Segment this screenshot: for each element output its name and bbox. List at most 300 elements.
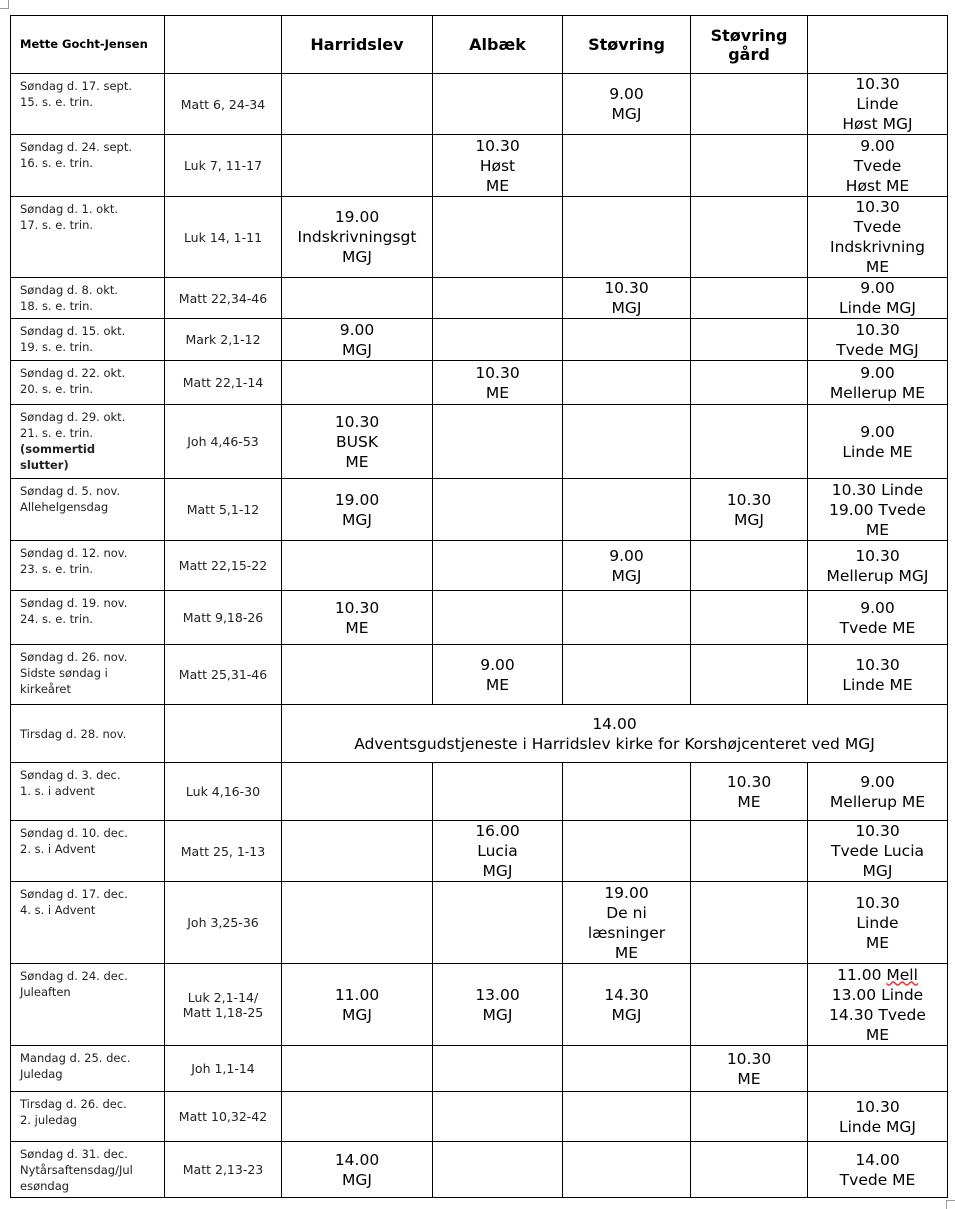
- bible-text-line: Luk 14, 1-11: [183, 229, 263, 245]
- service-line: ME: [737, 792, 761, 811]
- service-line: 10.30: [726, 1049, 772, 1068]
- bible-text-cell: [165, 882, 282, 964]
- date-line: Søndag d. 5. nov.: [20, 484, 121, 498]
- date-line: Søndag d. 24. dec.: [20, 969, 128, 983]
- service-cell-stovring: [563, 319, 691, 361]
- service-cell-stovring-gaard: [691, 541, 808, 591]
- service-line: 19.00: [604, 883, 649, 902]
- service-line: MGJ: [342, 248, 372, 266]
- date-line: 18. s. e. trin.: [20, 299, 94, 313]
- service-cell-harridslev: [282, 964, 433, 1046]
- service-line: Tvede MGJ: [836, 340, 919, 359]
- service-cell-albaek: [433, 591, 563, 645]
- table-row: [11, 1092, 948, 1142]
- service-cell-stovring-gaard: [691, 135, 808, 197]
- bible-text-line: Joh 1,1-14: [191, 1061, 255, 1076]
- date-line: Søndag d. 1. okt.: [20, 202, 119, 216]
- table-row: [11, 361, 948, 405]
- service-cell-other: [808, 278, 948, 319]
- service-cell-albaek: [433, 74, 563, 135]
- service-line: Indskrivningsgt: [297, 228, 417, 246]
- table-row: [11, 964, 948, 1046]
- service-line: Adventsgudstjeneste i Harridslev kirke for Korshøjcenteret ved MGJ: [354, 734, 875, 753]
- date-cell: [11, 405, 165, 479]
- bible-text-line: Matt 2,13-23: [182, 1162, 264, 1177]
- service-cell-stovring-gaard: [691, 645, 808, 705]
- date-line: 17. s. e. trin.: [20, 218, 94, 232]
- service-cell-harridslev: [282, 763, 433, 821]
- service-cell-albaek: [433, 278, 563, 319]
- bible-text-line: Joh 3,25-36: [187, 915, 259, 930]
- date-line: Mandag d. 25. dec.: [20, 1051, 131, 1065]
- date-cell: [11, 135, 165, 197]
- bible-text-line: Matt 6, 24-34: [180, 96, 266, 112]
- service-line: 10.30: [855, 893, 900, 912]
- service-line: ME: [865, 1025, 890, 1044]
- date-line: 23. s. e. trin.: [20, 562, 94, 576]
- service-line: Linde: [856, 95, 899, 113]
- service-line: MGJ: [611, 105, 642, 123]
- merged-service-cell: [282, 705, 948, 763]
- bible-text-cell: [165, 763, 282, 821]
- table-row: [11, 74, 948, 135]
- table-row: [11, 763, 948, 821]
- bible-text-line: Matt 10,32-42: [178, 1109, 268, 1124]
- date-line: Søndag d. 8. okt.: [20, 283, 119, 297]
- service-cell-harridslev: [282, 319, 433, 361]
- service-line: MGJ: [482, 862, 513, 880]
- service-line: Tvede: [853, 218, 902, 236]
- table-row: [11, 405, 948, 479]
- service-cell-stovring-gaard: [691, 405, 808, 479]
- table-row: [11, 197, 948, 278]
- service-cell-harridslev: [282, 361, 433, 405]
- service-line: 19.00: [334, 208, 380, 226]
- bible-text-line: Luk 4,16-30: [185, 784, 261, 799]
- table-row: [11, 591, 948, 645]
- service-line: 16.00: [475, 822, 520, 840]
- service-line: Linde MGJ: [838, 1117, 917, 1136]
- bible-text-cell: [165, 74, 282, 135]
- service-cell-stovring-gaard: [691, 763, 808, 821]
- date-cell: [11, 591, 165, 645]
- service-cell-harridslev: [282, 278, 433, 319]
- service-line: 13.00 Linde: [831, 985, 924, 1004]
- date-line: Juleaften: [20, 985, 71, 999]
- service-line: ME: [345, 618, 369, 637]
- service-cell-albaek: [433, 319, 563, 361]
- service-line: 9.00: [860, 422, 895, 441]
- service-line: Linde MGJ: [838, 299, 917, 317]
- table-row: [11, 135, 948, 197]
- service-line: Linde: [856, 913, 899, 932]
- service-line: ME: [865, 520, 890, 539]
- date-line: Sidste søndag i: [20, 666, 108, 680]
- service-cell-other: [808, 591, 948, 645]
- service-cell-other: [808, 964, 948, 1046]
- service-line: ME: [485, 383, 510, 402]
- service-line: 11.00 Mell: [837, 965, 918, 984]
- service-line: 9.00: [860, 279, 895, 297]
- service-cell-stovring-gaard: [691, 1046, 808, 1092]
- service-line: 14.00: [334, 1150, 380, 1169]
- service-cell-albaek: [433, 405, 563, 479]
- bible-text-line: Matt 22,34-46: [178, 290, 268, 306]
- date-line: 24. s. e. trin.: [20, 612, 94, 626]
- bible-text-line: Matt 1,18-25: [182, 1004, 264, 1020]
- service-line: Mellerup ME: [829, 792, 926, 811]
- service-line: MGJ: [611, 299, 642, 317]
- service-cell-other: [808, 541, 948, 591]
- service-line: Tvede ME: [839, 618, 916, 637]
- service-line: Lucia: [477, 842, 518, 860]
- service-cell-stovring-gaard: [691, 197, 808, 278]
- date-line: 19. s. e. trin.: [20, 340, 94, 354]
- service-line: 9.00: [860, 363, 895, 382]
- service-cell-harridslev: [282, 197, 433, 278]
- date-line: Søndag d. 15. okt.: [20, 324, 126, 338]
- bible-text-cell: [165, 135, 282, 197]
- service-cell-albaek: [433, 1046, 563, 1092]
- service-line: ME: [614, 943, 639, 962]
- service-line: 10.30: [855, 320, 900, 339]
- date-cell: [11, 882, 165, 964]
- service-line: 10.30 Linde: [831, 480, 924, 499]
- bible-text-line: Matt 5,1-12: [186, 502, 260, 517]
- service-line: ME: [485, 176, 510, 195]
- service-cell-albaek: [433, 135, 563, 197]
- service-line: 9.00: [339, 320, 375, 339]
- service-line: Mellerup MGJ: [826, 566, 929, 585]
- service-cell-albaek: [433, 964, 563, 1046]
- date-line: Nytårsaftensdag/Jul: [20, 1163, 133, 1177]
- date-line: 2. juledag: [20, 1113, 78, 1127]
- service-cell-stovring: [563, 1046, 691, 1092]
- date-cell: [11, 645, 165, 705]
- bible-text-cell: [165, 479, 282, 541]
- service-line: BUSK: [336, 432, 378, 451]
- date-line: 21. s. e. trin.: [20, 426, 94, 440]
- spellcheck-marked-word: Mell: [886, 965, 918, 984]
- bible-text-cell: [165, 405, 282, 479]
- bible-text-cell: [165, 541, 282, 591]
- service-cell-harridslev: [282, 821, 433, 882]
- bible-text-cell: [165, 319, 282, 361]
- service-cell-stovring: [563, 591, 691, 645]
- service-line: 14.30: [604, 985, 649, 1004]
- service-line: 10.30: [726, 490, 772, 509]
- service-cell-stovring: [563, 821, 691, 882]
- service-line: 19.00: [334, 490, 380, 509]
- service-line: 11.00: [334, 985, 380, 1004]
- date-line: Tirsdag d. 28. nov.: [20, 726, 127, 741]
- service-line: Linde ME: [842, 675, 913, 694]
- bible-text-line: Luk 7, 11-17: [183, 158, 263, 173]
- bible-text-line: Matt 25,31-46: [178, 667, 268, 682]
- service-cell-stovring: [563, 763, 691, 821]
- service-cell-stovring-gaard: [691, 278, 808, 319]
- service-cell-stovring-gaard: [691, 361, 808, 405]
- table-row: [11, 1046, 948, 1092]
- date-line: Søndag d. 3. dec.: [20, 768, 121, 782]
- header-albaek: Albæk: [433, 16, 563, 74]
- date-line: Juledag: [20, 1067, 63, 1081]
- service-line: MGJ: [342, 1170, 372, 1189]
- table-row: [11, 541, 948, 591]
- header-text-cell: [165, 16, 282, 74]
- service-line: 10.30: [855, 655, 900, 674]
- date-cell: [11, 197, 165, 278]
- date-line: esøndag: [20, 1179, 70, 1193]
- service-cell-harridslev: [282, 541, 433, 591]
- service-cell-other: [808, 361, 948, 405]
- service-line: Høst MGJ: [842, 115, 913, 133]
- service-line: 10.30: [855, 75, 900, 93]
- date-cell: [11, 74, 165, 135]
- date-cell: [11, 763, 165, 821]
- date-line: Søndag d. 31. dec.: [20, 1147, 128, 1161]
- service-cell-harridslev: [282, 882, 433, 964]
- table-row: [11, 278, 948, 319]
- service-line: Tvede ME: [839, 1170, 916, 1189]
- service-cell-harridslev: [282, 1092, 433, 1142]
- service-line: De ni: [606, 903, 647, 922]
- service-line: MGJ: [342, 1005, 372, 1024]
- service-cell-albaek: [433, 882, 563, 964]
- service-cell-stovring: [563, 882, 691, 964]
- date-line: Søndag d. 24. sept.: [20, 140, 133, 154]
- bible-text-cell: [165, 1142, 282, 1198]
- service-line: Høst: [479, 156, 516, 175]
- service-line: 14.30 Tvede: [829, 1005, 926, 1024]
- service-cell-albaek: [433, 821, 563, 882]
- service-cell-harridslev: [282, 405, 433, 479]
- service-line: MGJ: [342, 510, 372, 529]
- service-cell-albaek: [433, 361, 563, 405]
- service-cell-stovring: [563, 645, 691, 705]
- date-cell: [11, 1092, 165, 1142]
- service-cell-harridslev: [282, 591, 433, 645]
- date-line: 20. s. e. trin.: [20, 382, 94, 396]
- service-cell-harridslev: [282, 1142, 433, 1198]
- service-line: MGJ: [482, 1005, 513, 1024]
- date-cell: [11, 319, 165, 361]
- bible-text-cell: [165, 645, 282, 705]
- service-cell-other: [808, 319, 948, 361]
- bible-text-line: Matt 25, 1-13: [180, 843, 266, 859]
- date-line: (sommertid: [20, 442, 96, 456]
- service-line: 14.00: [592, 714, 637, 733]
- service-line: 13.00: [475, 985, 520, 1004]
- header-harridslev: Harridslev: [282, 16, 433, 74]
- pastor-name: Mette Gocht-Jensen: [11, 16, 165, 74]
- service-cell-stovring-gaard: [691, 479, 808, 541]
- date-cell: [11, 1046, 165, 1092]
- service-cell-stovring: [563, 479, 691, 541]
- service-cell-harridslev: [282, 135, 433, 197]
- service-cell-albaek: [433, 479, 563, 541]
- service-cell-harridslev: [282, 74, 433, 135]
- service-line: ME: [737, 1069, 761, 1088]
- service-line: ME: [865, 258, 890, 276]
- service-cell-stovring-gaard: [691, 319, 808, 361]
- service-line: ME: [345, 452, 369, 471]
- table-row: [11, 645, 948, 705]
- service-cell-other: [808, 135, 948, 197]
- bible-text-cell: [165, 705, 282, 763]
- bible-text-cell: [165, 1092, 282, 1142]
- date-line: 4. s. i Advent: [20, 903, 96, 917]
- date-line: Søndag d. 17. dec.: [20, 887, 128, 901]
- service-cell-harridslev: [282, 1046, 433, 1092]
- bible-text-line: Luk 2,1-14/: [187, 989, 259, 1005]
- date-cell: [11, 1142, 165, 1198]
- service-cell-other: [808, 1142, 948, 1198]
- table-row: [11, 882, 948, 964]
- service-cell-stovring: [563, 541, 691, 591]
- date-cell: [11, 541, 165, 591]
- service-line: Høst ME: [845, 176, 910, 195]
- page-corner-mark: [946, 1200, 955, 1209]
- service-cell-albaek: [433, 197, 563, 278]
- service-line: læsninger: [587, 923, 666, 942]
- service-cell-other: [808, 479, 948, 541]
- service-cell-stovring: [563, 361, 691, 405]
- bible-text-line: Matt 22,15-22: [178, 558, 268, 573]
- service-line: 10.30: [855, 198, 900, 216]
- service-line: 9.00: [609, 546, 644, 565]
- service-line: 10.30: [475, 363, 520, 382]
- date-line: Søndag d. 29. okt.: [20, 410, 126, 424]
- date-cell: [11, 705, 165, 763]
- date-cell: [11, 361, 165, 405]
- header-stovring-gaard: Støvring gård: [691, 16, 808, 74]
- bible-text-line: Matt 9,18-26: [182, 610, 264, 625]
- service-line: MGJ: [734, 510, 764, 529]
- date-cell: [11, 964, 165, 1046]
- date-line: Søndag d. 17. sept.: [20, 79, 133, 93]
- service-line: Mellerup ME: [829, 383, 926, 402]
- service-cell-stovring-gaard: [691, 74, 808, 135]
- service-cell-stovring-gaard: [691, 821, 808, 882]
- bible-text-cell: [165, 591, 282, 645]
- date-cell: [11, 821, 165, 882]
- service-line: 9.00: [480, 655, 515, 674]
- date-line: Tirsdag d. 26. dec.: [20, 1097, 127, 1111]
- service-line: 10.30: [334, 598, 380, 617]
- date-line: 2. s. i Advent: [20, 842, 96, 856]
- service-cell-albaek: [433, 1092, 563, 1142]
- service-line: 9.00: [860, 598, 895, 617]
- service-cell-stovring: [563, 74, 691, 135]
- bible-text-cell: [165, 361, 282, 405]
- service-cell-other: [808, 821, 948, 882]
- date-line: Søndag d. 12. nov.: [20, 546, 128, 560]
- service-cell-stovring-gaard: [691, 882, 808, 964]
- date-cell: [11, 479, 165, 541]
- service-line: 10.30: [334, 412, 380, 431]
- service-cell-stovring: [563, 1092, 691, 1142]
- service-cell-other: [808, 1092, 948, 1142]
- service-line: 19.00 Tvede: [829, 500, 926, 519]
- date-line: Søndag d. 26. nov.: [20, 650, 128, 664]
- table-row: [11, 1142, 948, 1198]
- service-line: MGJ: [342, 340, 372, 359]
- service-line: 10.30: [855, 546, 900, 565]
- service-cell-other: [808, 763, 948, 821]
- header-other-parishes: [808, 16, 948, 74]
- date-line: slutter): [20, 458, 69, 472]
- date-line: Søndag d. 22. okt.: [20, 366, 126, 380]
- service-line: 14.00: [855, 1150, 900, 1169]
- date-line: 16. s. e. trin.: [20, 156, 94, 170]
- service-cell-other: [808, 882, 948, 964]
- bible-text-line: Joh 4,46-53: [187, 434, 259, 449]
- bible-text-cell: [165, 1046, 282, 1092]
- service-cell-other: [808, 1046, 948, 1092]
- service-line: 10.30: [855, 822, 900, 840]
- date-line: 1. s. i advent: [20, 784, 95, 798]
- service-line: MGJ: [611, 566, 642, 585]
- service-cell-albaek: [433, 1142, 563, 1198]
- table-row: [11, 319, 948, 361]
- service-line: ME: [485, 675, 510, 694]
- bible-text-cell: [165, 278, 282, 319]
- service-line: ME: [865, 933, 890, 952]
- service-line: Indskrivning: [830, 238, 925, 256]
- schedule-table: [10, 15, 948, 1198]
- date-line: Søndag d. 10. dec.: [20, 826, 128, 840]
- service-cell-albaek: [433, 541, 563, 591]
- bible-text-cell: [165, 821, 282, 882]
- service-cell-stovring-gaard: [691, 591, 808, 645]
- service-cell-stovring: [563, 278, 691, 319]
- date-line: kirkeåret: [20, 682, 72, 696]
- service-cell-harridslev: [282, 645, 433, 705]
- service-line: 10.30: [855, 1097, 900, 1116]
- service-line: Linde ME: [842, 442, 913, 461]
- bible-text-line: Matt 22,1-14: [182, 375, 264, 390]
- table-row: [11, 479, 948, 541]
- service-cell-other: [808, 405, 948, 479]
- date-line: Søndag d. 19. nov.: [20, 596, 128, 610]
- table-row: [11, 705, 948, 763]
- service-cell-other: [808, 197, 948, 278]
- service-cell-stovring: [563, 135, 691, 197]
- service-cell-stovring: [563, 197, 691, 278]
- table-row: [11, 821, 948, 882]
- service-line: 10.30: [475, 136, 520, 155]
- bible-text-cell: [165, 197, 282, 278]
- service-line: MGJ: [862, 862, 893, 880]
- service-cell-stovring: [563, 1142, 691, 1198]
- service-cell-albaek: [433, 645, 563, 705]
- service-line: Tvede Lucia: [831, 842, 924, 860]
- bible-text-line: Mark 2,1-12: [185, 332, 261, 347]
- service-cell-stovring-gaard: [691, 1092, 808, 1142]
- service-cell-stovring: [563, 964, 691, 1046]
- service-cell-harridslev: [282, 479, 433, 541]
- service-line: 9.00: [860, 772, 895, 791]
- service-line: 10.30: [604, 279, 649, 297]
- service-cell-other: [808, 645, 948, 705]
- service-cell-albaek: [433, 763, 563, 821]
- service-line: 9.00: [860, 136, 895, 155]
- service-line: Tvede: [853, 156, 902, 175]
- page-corner-mark: [0, 0, 9, 9]
- service-line: 9.00: [609, 85, 644, 103]
- header-row: [11, 16, 948, 74]
